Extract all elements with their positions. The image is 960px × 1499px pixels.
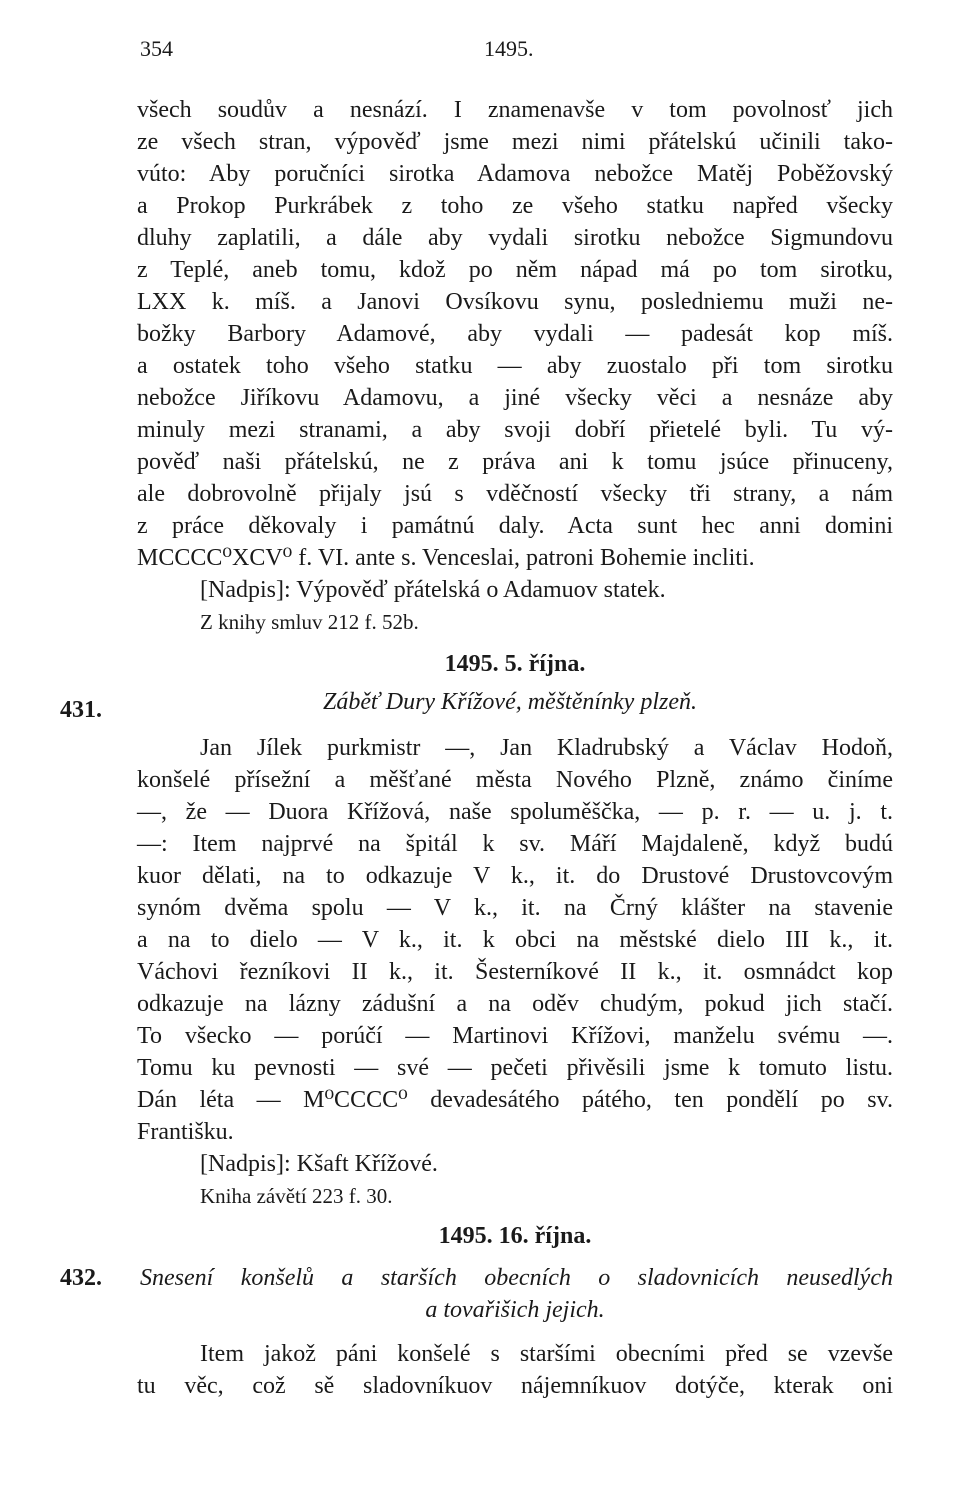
text-line: dluhy zaplatili, a dále aby vydali sirotku nebožce Sigmundovu (137, 225, 893, 251)
text-line: a Prokop Purkrábek z toho ze všeho statku napřed všecky (137, 193, 893, 219)
text-line: —: Item najprvé na špitál k sv. Máří Majdaleně, když budú (137, 831, 893, 857)
text-line: z práce děkovaly i památnú daly. Acta sunt hec anni domini (137, 513, 893, 539)
text-line: ale dobrovolně přijaly jsú s vděčností všecky tři strany, a nám (137, 481, 893, 507)
text-line: LXX k. míš. a Janovi Ovsíkovu synu, posledniemu muži ne- (137, 289, 893, 315)
text-line: —, že — Duora Křížová, naše spoluměščka, — p. r. — u. j. t. (137, 799, 893, 825)
document-number: 431. (60, 697, 102, 723)
text-line: božky Barbory Adamové, aby vydali — padesát kop míš. (137, 321, 893, 347)
document-title: Záběť Dury Křížové, měštěnínky plzeň. (323, 689, 697, 715)
text-line: vúto: Aby poručníci sirotka Adamova nebožce Matěj Poběžovský (137, 161, 893, 187)
source-citation: Kniha závětí 223 f. 30. (200, 1184, 393, 1208)
text-line: Váchovi řezníkovi II k., it. Šesterníkové II k., it. osmnádct kop (137, 959, 893, 985)
text-line: tu věc, což sě sladovníkuov nájemníkuov dotýče, kterak oni (137, 1373, 893, 1399)
text-line: Jan Jílek purkmistr —, Jan Kladrubský a Václav Hodoň, (200, 735, 893, 761)
text-line: Item jakož páni konšelé s staršími obecními před se vzevše (200, 1341, 893, 1367)
text-line: Dán léta — M⁰CCCC⁰ devadesátého pátého, ten pondělí po sv. (137, 1087, 893, 1113)
text-line: nebožce Jiříkovu Adamovu, a jiné všecky věci a nesnáze aby (137, 385, 893, 411)
text-line: pověď naši přátelskú, ne z práva ani k tomu jsúce přinuceny, (137, 449, 893, 475)
text-line: konšelé přísežní a měšťané města Nového Plzně, známo činíme (137, 767, 893, 793)
text-line: odkazuje na lázny zádušní a na oděv chudým, pokud jich stačí. (137, 991, 893, 1017)
text-line: Tomu ku pevnosti — své — pečeti přivěsili jsme k tomuto listu. (137, 1055, 893, 1081)
text-line: a na to dielo — V k., it. k obci na městské dielo III k., it. (137, 927, 893, 953)
text-line: To všecko — porúčí — Martinovi Křížovi, manželu svému —. (137, 1023, 893, 1049)
text-line: synóm dvěma spolu — V k., it. na Črný klášter na stavenie (137, 895, 893, 921)
text-line: ze všech stran, výpověď jsme mezi nimi přátelskú učinili tako- (137, 129, 893, 155)
text-line: minuly mezi stranami, a aby svoji dobří přietelé byli. Tu vý- (137, 417, 893, 443)
nadpis: [Nadpis]: Výpověď přátelská o Adamuov statek. (200, 577, 666, 603)
page-number: 354 (140, 36, 173, 61)
document-date: 1495. 16. října. (438, 1223, 592, 1249)
document-date: 1495. 5. října. (444, 651, 586, 677)
text-line-last: Františku. (137, 1119, 234, 1145)
source-citation: Z knihy smluv 212 f. 52b. (200, 610, 419, 634)
document-title: Snesení konšelů a starších obecních o sladovnicích neusedlých (140, 1265, 893, 1291)
text-line: všech soudův a nesnází. I znamenavše v tom povolnosť jich (137, 97, 893, 123)
nadpis: [Nadpis]: Kšaft Křížové. (200, 1151, 438, 1177)
document-title-continued: a tovařišich jejich. (425, 1297, 605, 1323)
text-line: z Teplé, aneb tomu, kdož po něm nápad má po tom sirotku, (137, 257, 893, 283)
text-line: a ostatek toho všeho statku — aby zuostalo při tom sirotku (137, 353, 893, 379)
running-title: 1495. (484, 36, 534, 61)
document-number: 432. (60, 1265, 102, 1291)
text-line-last: MCCCC⁰XCV⁰ f. VI. ante s. Venceslai, patroni Bohemie incliti. (137, 545, 755, 571)
text-line: kuor dělati, na to odkazuje V k., it. do Drustové Drustovcovým (137, 863, 893, 889)
